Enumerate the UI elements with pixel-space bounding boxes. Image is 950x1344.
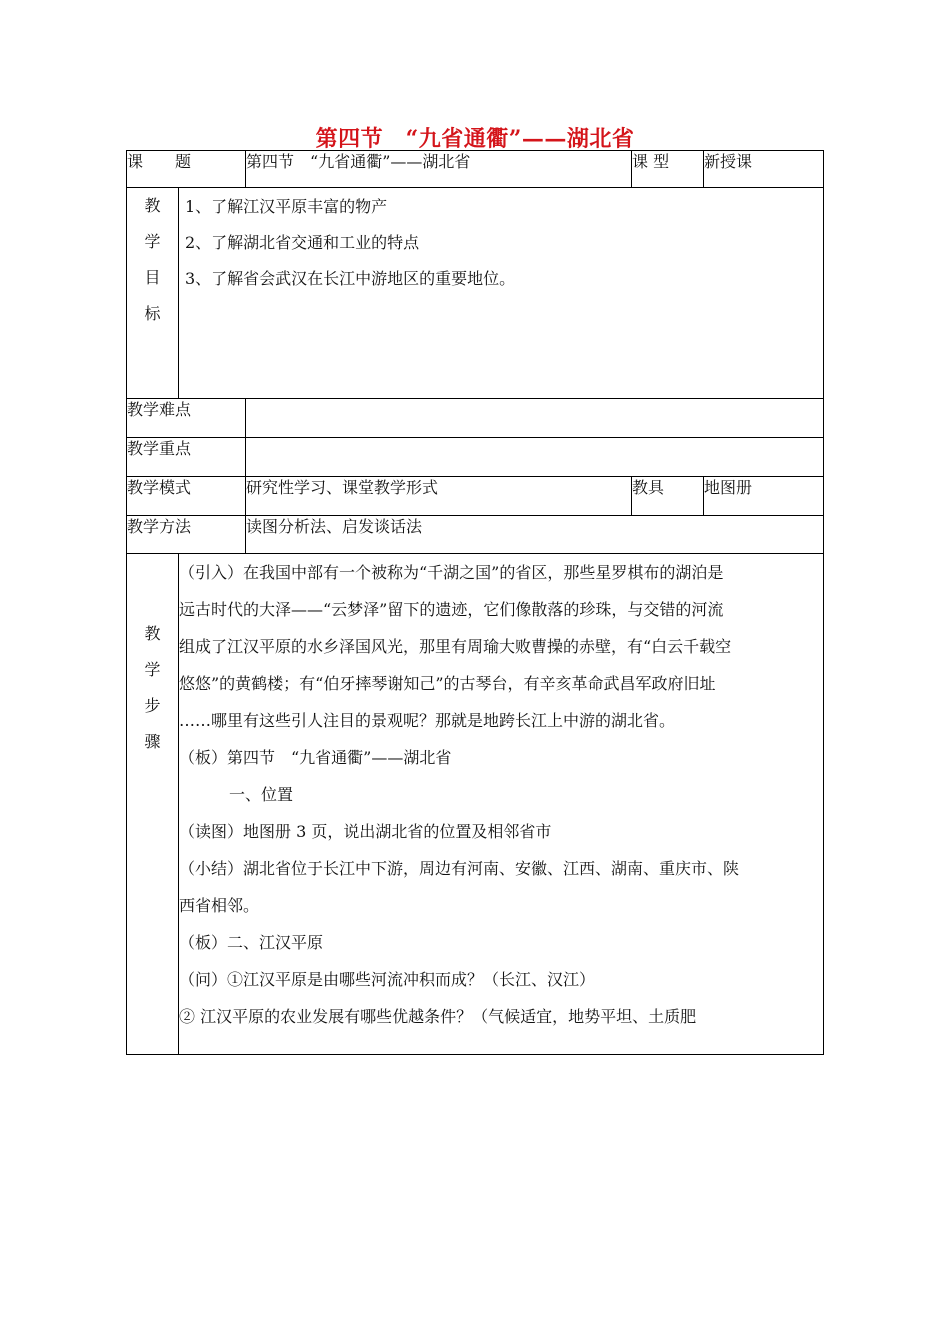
objectives-label-char: 目 <box>144 268 161 287</box>
steps-label-char: 步 <box>144 696 161 715</box>
mode-label-cell <box>127 477 246 516</box>
steps-label-char: 骤 <box>144 732 161 751</box>
step-line: 一、位置 <box>229 785 294 804</box>
steps-content-cell <box>179 554 824 1055</box>
method-label: 教学方法 <box>127 517 192 536</box>
step-line: 悠悠”的黄鹤楼；有“伯牙摔琴谢知己”的古琴台，有辛亥革命武昌军政府旧址 <box>179 674 716 693</box>
lesson-type-label-cell <box>632 151 704 188</box>
steps-label-char: 教 <box>144 624 161 643</box>
tools-label-cell <box>632 477 704 516</box>
topic-value-cell <box>246 151 632 188</box>
mode-value-cell <box>246 477 632 516</box>
difficulty-value-cell <box>246 399 824 438</box>
tools-value: 地图册 <box>704 478 753 497</box>
mode-value: 研究性学习、课堂教学形式 <box>246 478 439 497</box>
lesson-type-value: 新授课 <box>704 152 753 171</box>
lesson-plan-table <box>126 150 824 1055</box>
step-line: ② 江汉平原的农业发展有哪些优越条件？（气候适宜，地势平坦、土质肥 <box>179 1007 697 1026</box>
topic-label-cell <box>127 151 246 188</box>
steps-row <box>127 554 824 1055</box>
steps-label-char: 学 <box>144 660 161 679</box>
steps-label-cell <box>127 554 179 1055</box>
lesson-type-value-cell <box>704 151 824 188</box>
focus-row <box>127 438 824 477</box>
focus-value-cell <box>246 438 824 477</box>
mode-row <box>127 477 824 516</box>
topic-row <box>127 151 824 188</box>
step-line: 远古时代的大泽——“云梦泽”留下的遗迹，它们像散落的珍珠，与交错的河流 <box>179 600 724 619</box>
lesson-type-label: 课 型 <box>632 152 670 171</box>
step-line: （读图）地图册 3 页，说出湖北省的位置及相邻省市 <box>179 822 552 841</box>
step-line: 西省相邻。 <box>179 896 260 915</box>
objectives-content-cell <box>179 188 824 399</box>
step-line: （问）①江汉平原是由哪些河流冲积而成？（长江、汉江） <box>179 970 596 989</box>
focus-label-cell <box>127 438 246 477</box>
step-line: （板）二、江汉平原 <box>179 933 324 952</box>
mode-label: 教学模式 <box>127 478 192 497</box>
step-line: 组成了江汉平原的水乡泽国风光，那里有周瑜大败曹操的赤壁，有“白云千载空 <box>179 637 732 656</box>
method-value-cell <box>246 516 824 554</box>
tools-label: 教具 <box>632 478 665 497</box>
step-line: ……哪里有这些引人注目的景观呢？那就是地跨长江上中游的湖北省。 <box>179 711 676 730</box>
difficulty-row <box>127 399 824 438</box>
method-value: 读图分析法、启发谈话法 <box>246 517 423 536</box>
tools-value-cell <box>704 477 824 516</box>
objectives-label-char: 教 <box>144 196 161 215</box>
topic-label: 课 题 <box>127 152 192 171</box>
difficulty-label-cell <box>127 399 246 438</box>
difficulty-label: 教学难点 <box>127 400 192 419</box>
focus-label: 教学重点 <box>127 439 192 458</box>
method-row <box>127 516 824 554</box>
objectives-label-char: 学 <box>144 232 161 251</box>
objective-item: 3、了解省会武汉在长江中游地区的重要地位。 <box>185 269 516 288</box>
page-title: 第四节 “九省通衢”——湖北省 <box>315 126 635 152</box>
objectives-label-cell <box>127 188 179 399</box>
step-line: （板）第四节 “九省通衢”——湖北省 <box>179 748 452 767</box>
method-label-cell <box>127 516 246 554</box>
step-line: （小结）湖北省位于长江中下游，周边有河南、安徽、江西、湖南、重庆市、陕 <box>179 859 740 878</box>
objectives-row <box>127 188 824 399</box>
objective-item: 2、了解湖北省交通和工业的特点 <box>185 233 420 252</box>
objective-item: 1、了解江汉平原丰富的物产 <box>185 197 388 216</box>
topic-value: 第四节 “九省通衢”——湖北省 <box>246 152 471 171</box>
step-line: （引入）在我国中部有一个被称为“千湖之国”的省区，那些星罗棋布的湖泊是 <box>179 563 724 582</box>
objectives-label-char: 标 <box>144 304 161 323</box>
